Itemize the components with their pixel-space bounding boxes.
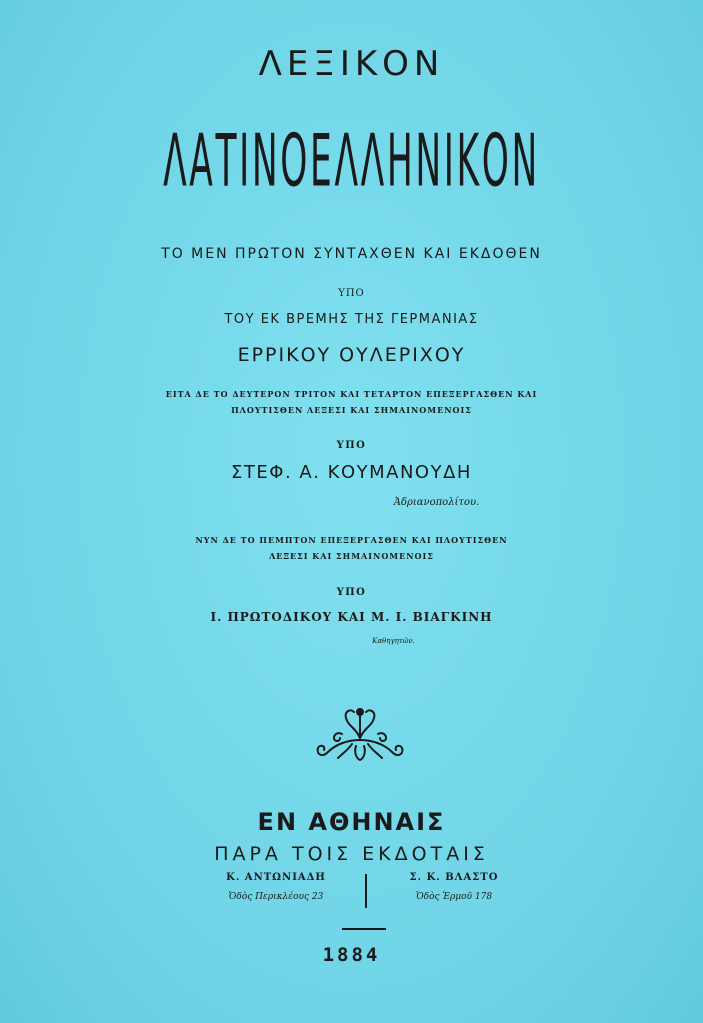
reviser-name: ΣΤΕΦ. Α. ΚΟΥΜΑΝΟΥΔΗ (231, 462, 472, 483)
imprint-publishers-line: ΠΑΡΑ ΤΟΙΣ ΕΚΔΟΤΑΙΣ (214, 843, 489, 865)
origin-text: ΤΟΥ ΕΚ ΒΡΕΜΗΣ ΤΗΣ ΓΕΡΜΑΝΙΑΣ (224, 312, 479, 327)
compiled-text: ΤΟ ΜΕΝ ΠΡΩΤΟΝ ΣΥΝΤΑΧΘΕΝ ΚΑΙ ΕΚΔΟΘΕΝ (161, 246, 542, 262)
publisher-right-name: Σ. Κ. ΒΛΑΣΤΟ (409, 872, 499, 883)
revised-text-line-2: ΠΛΟΥΤΙΣΘΕΝ ΛΕΞΕΣΙ ΚΑΙ ΣΗΜΑΙΝΟΜΕΝΟΙΣ (231, 405, 472, 415)
by-label-2: ΥΠΟ (336, 440, 367, 451)
reviser-origin: Ἀδριανοπολίτου. (393, 497, 480, 508)
horizontal-rule (342, 928, 386, 930)
publisher-left-block (176, 872, 376, 902)
publisher-left-name: Κ. ΑΝΤΩΝΙΑΔΗ (226, 872, 326, 883)
editors-title: Καθηγητῶν. (372, 637, 415, 645)
title-line-1: ΛΕΞΙΚΟΝ (258, 44, 445, 84)
fifth-edition-line-2: ΛΕΞΕΣΙ ΚΑΙ ΣΗΜΑΙΝΟΜΕΝΟΙΣ (269, 551, 434, 561)
by-label-3: ΥΠΟ (336, 587, 367, 598)
publication-year: 1884 (322, 944, 381, 966)
publisher-right-address: Ὁδὸς Ἑρμοῦ 178 (415, 892, 493, 902)
revised-text-line-1: ΕΙΤΑ ΔΕ ΤΟ ΔΕΥΤΕΡΟΝ ΤΡΙΤΟΝ ΚΑΙ ΤΕΤΑΡΤΟΝ ΕΠΕΞΕΡΓΑΣΘΕΝ ΚΑΙ (165, 389, 538, 399)
author-name: ΕΡΡΙΚΟΥ ΟΥΛΕΡΙΧΟΥ (237, 344, 466, 366)
editors-names: Ι. ΠΡΩΤΟΔΙΚΟΥ ΚΑΙ Μ. Ι. ΒΙΑΓΚΙΝΗ (210, 610, 493, 624)
fifth-edition-line-1: ΝΥΝ ΔΕ ΤΟ ΠΕΜΠΤΟΝ ΕΠΕΞΕΡΓΑΣΘΕΝ ΚΑΙ ΠΛΟΥΤΙΣΘΕΝ (195, 535, 508, 545)
by-label-1: ΥΠΟ (338, 288, 365, 299)
publisher-left-address: Ὁδὸς Περικλέους 23 (228, 892, 324, 902)
title-line-2: ΛΑΤΙΝΟΕΛΛΗΝΙΚΟΝ (163, 118, 540, 203)
publisher-right-block (354, 872, 554, 902)
imprint-place: ΕΝ ΑΘΗΝΑΙΣ (257, 808, 446, 836)
floral-scroll-ornament-icon (312, 704, 408, 764)
